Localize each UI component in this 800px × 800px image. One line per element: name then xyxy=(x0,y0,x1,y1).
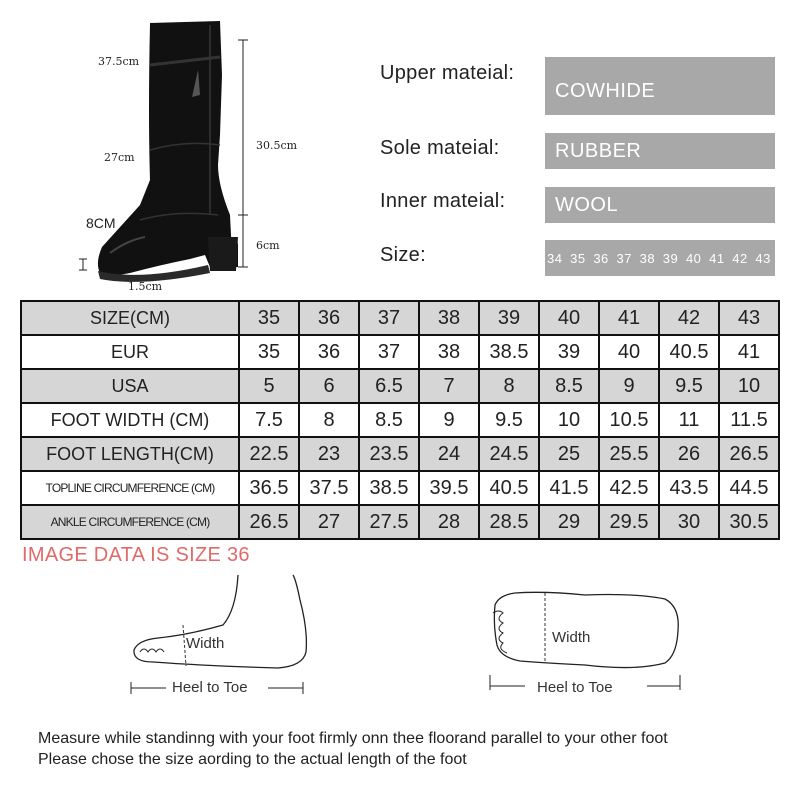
dim-heel-6cm: 6cm xyxy=(256,239,280,252)
row-header: FOOT LENGTH(CM) xyxy=(21,437,239,471)
table-cell: 9.5 xyxy=(659,369,719,403)
table-cell: 11.5 xyxy=(719,403,779,437)
table-cell: 25.5 xyxy=(599,437,659,471)
dim-shaft-height: 30.5cm xyxy=(256,139,298,152)
table-cell: 42.5 xyxy=(599,471,659,505)
table-cell: 40 xyxy=(599,335,659,369)
table-cell: 36 xyxy=(299,335,359,369)
table-cell: 41.5 xyxy=(539,471,599,505)
table-cell: 26.5 xyxy=(719,437,779,471)
table-cell: 5 xyxy=(239,369,299,403)
table-cell: 35 xyxy=(239,335,299,369)
table-cell: 43 xyxy=(719,301,779,335)
table-cell: 29 xyxy=(539,505,599,539)
table-cell: 29.5 xyxy=(599,505,659,539)
image-data-note: IMAGE DATA IS SIZE 36 xyxy=(22,544,250,566)
dim-mid-circumference: 27cm xyxy=(104,151,135,164)
row-header: EUR xyxy=(21,335,239,369)
inner-material-value: WOOL xyxy=(545,187,775,223)
table-cell: 9 xyxy=(419,403,479,437)
size-range-box xyxy=(545,240,775,276)
table-cell: 39.5 xyxy=(419,471,479,505)
size-option: 37 xyxy=(616,250,632,266)
side-width-label: Width xyxy=(186,635,225,652)
table-cell: 44.5 xyxy=(719,471,779,505)
table-cell: 24 xyxy=(419,437,479,471)
table-cell: 6 xyxy=(299,369,359,403)
table-row xyxy=(21,471,779,505)
row-header: FOOT WIDTH (CM) xyxy=(21,403,239,437)
table-row xyxy=(21,335,779,369)
table-cell: 8.5 xyxy=(359,403,419,437)
size-option: 34 xyxy=(547,250,563,266)
table-cell: 30.5 xyxy=(719,505,779,539)
size-chart-table xyxy=(20,300,780,540)
table-cell: 38 xyxy=(419,335,479,369)
row-header: ANKLE CIRCUMFERENCE (CM) xyxy=(21,505,239,539)
table-cell: 8 xyxy=(299,403,359,437)
table-cell: 36.5 xyxy=(239,471,299,505)
table-cell: 40 xyxy=(539,301,599,335)
table-cell: 23 xyxy=(299,437,359,471)
boot-figure xyxy=(70,15,320,300)
table-cell: 27 xyxy=(299,505,359,539)
table-cell: 35 xyxy=(239,301,299,335)
table-row xyxy=(21,505,779,539)
table-cell: 7 xyxy=(419,369,479,403)
table-cell: 24.5 xyxy=(479,437,539,471)
table-cell: 8 xyxy=(479,369,539,403)
size-option: 41 xyxy=(709,250,725,266)
table-cell: 28.5 xyxy=(479,505,539,539)
inner-material-label: Inner mateial: xyxy=(380,190,506,212)
table-cell: 22.5 xyxy=(239,437,299,471)
table-cell: 37.5 xyxy=(299,471,359,505)
table-cell: 38.5 xyxy=(359,471,419,505)
table-cell: 26.5 xyxy=(239,505,299,539)
table-cell: 26 xyxy=(659,437,719,471)
table-cell: 10.5 xyxy=(599,403,659,437)
instruction-line-2: Please chose the size aording to the actual length of the foot xyxy=(38,751,467,768)
table-cell: 37 xyxy=(359,335,419,369)
row-header: SIZE(CM) xyxy=(21,301,239,335)
table-cell: 41 xyxy=(719,335,779,369)
top-length-label: Heel to Toe xyxy=(537,679,613,696)
table-cell: 6.5 xyxy=(359,369,419,403)
table-row xyxy=(21,437,779,471)
instruction-line-1: Measure while standinng with your foot firmly onn thee floorand parallel to your other foot xyxy=(38,730,668,747)
table-cell: 40.5 xyxy=(659,335,719,369)
table-cell: 10 xyxy=(719,369,779,403)
side-length-label: Heel to Toe xyxy=(172,679,248,696)
sole-material-label: Sole mateial: xyxy=(380,137,500,159)
top-width-label: Width xyxy=(552,629,591,646)
size-option: 38 xyxy=(639,250,656,266)
dim-top-circumference: 37.5cm xyxy=(98,55,140,68)
upper-material-label: Upper mateial: xyxy=(380,62,515,84)
table-cell: 42 xyxy=(659,301,719,335)
table-cell: 39 xyxy=(539,335,599,369)
dim-heel-height: 8CM xyxy=(86,215,116,231)
table-cell: 9 xyxy=(599,369,659,403)
table-cell: 38.5 xyxy=(479,335,539,369)
size-option: 42 xyxy=(732,250,748,266)
table-cell: 30 xyxy=(659,505,719,539)
table-cell: 27.5 xyxy=(359,505,419,539)
table-cell: 8.5 xyxy=(539,369,599,403)
size-label: Size: xyxy=(380,244,426,266)
table-cell: 39 xyxy=(479,301,539,335)
table-cell: 36 xyxy=(299,301,359,335)
size-option: 36 xyxy=(593,250,609,266)
size-option: 39 xyxy=(662,250,679,266)
size-option: 35 xyxy=(570,250,586,266)
table-row xyxy=(21,403,779,437)
table-cell: 28 xyxy=(419,505,479,539)
table-cell: 37 xyxy=(359,301,419,335)
table-cell: 43.5 xyxy=(659,471,719,505)
table-cell: 40.5 xyxy=(479,471,539,505)
upper-material-value: COWHIDE xyxy=(545,57,775,115)
table-row xyxy=(21,369,779,403)
sole-material-value: RUBBER xyxy=(545,133,775,169)
size-option: 43 xyxy=(755,250,771,266)
dim-sole-thickness: 1.5cm xyxy=(128,280,163,293)
table-cell: 23.5 xyxy=(359,437,419,471)
table-cell: 11 xyxy=(659,403,719,437)
foot-side-diagram xyxy=(128,570,313,695)
table-cell: 41 xyxy=(599,301,659,335)
table-row xyxy=(21,301,779,335)
table-cell: 10 xyxy=(539,403,599,437)
size-option: 40 xyxy=(685,250,702,266)
row-header: TOPLINE CIRCUMFERENCE (CM) xyxy=(21,471,239,505)
table-cell: 9.5 xyxy=(479,403,539,437)
table-cell: 38 xyxy=(419,301,479,335)
table-cell: 7.5 xyxy=(239,403,299,437)
row-header: USA xyxy=(21,369,239,403)
table-cell: 25 xyxy=(539,437,599,471)
